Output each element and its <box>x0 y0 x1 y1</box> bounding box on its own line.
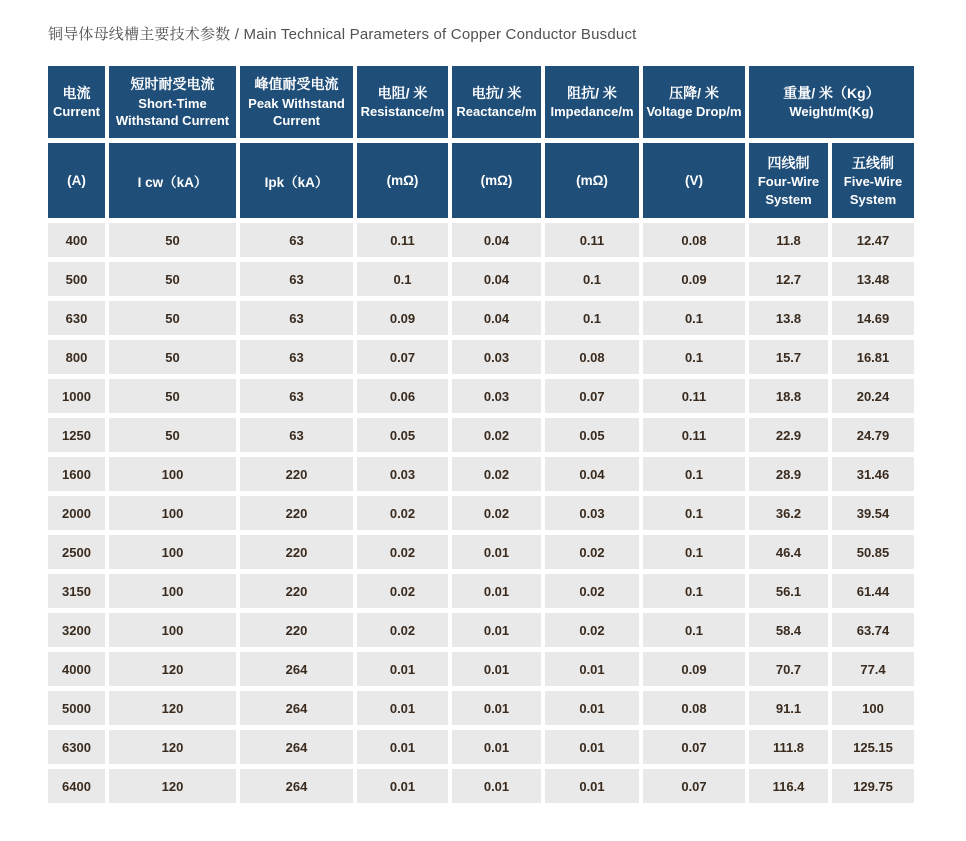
busduct-parameters-table <box>44 61 918 808</box>
table-row <box>48 340 914 374</box>
table-cell: 0.11 <box>643 379 745 413</box>
table-cell: 0.05 <box>357 418 448 452</box>
table-cell: 220 <box>240 457 353 491</box>
table-cell: 63.74 <box>832 613 914 647</box>
table-cell: 0.1 <box>643 574 745 608</box>
table-row <box>48 379 914 413</box>
table-cell: 0.01 <box>545 652 639 686</box>
col-header-resistance-en: Resistance/m <box>360 104 445 120</box>
table-row <box>48 691 914 725</box>
table-cell: 100 <box>109 613 236 647</box>
table-cell: 0.01 <box>545 730 639 764</box>
table-cell: 0.05 <box>545 418 639 452</box>
table-cell: 0.09 <box>357 301 448 335</box>
table-cell: 100 <box>109 457 236 491</box>
table-cell: 0.08 <box>643 691 745 725</box>
table-cell: 0.01 <box>452 574 541 608</box>
unit-header-icw <box>109 143 236 218</box>
table-cell: 11.8 <box>749 223 828 257</box>
table-cell: 0.1 <box>545 301 639 335</box>
table-cell: 63 <box>240 340 353 374</box>
table-cell: 0.04 <box>452 262 541 296</box>
table-cell: 0.1 <box>357 262 448 296</box>
table-cell: 129.75 <box>832 769 914 803</box>
table-cell: 15.7 <box>749 340 828 374</box>
table-cell: 0.01 <box>452 730 541 764</box>
table-cell: 28.9 <box>749 457 828 491</box>
col-header-reactance <box>452 66 541 138</box>
table-cell: 0.04 <box>452 301 541 335</box>
table-row <box>48 262 914 296</box>
col-header-short-time-withstand-zh: 短时耐受电流 <box>130 76 215 93</box>
table-row <box>48 652 914 686</box>
table-cell: 70.7 <box>749 652 828 686</box>
table-cell: 50 <box>109 223 236 257</box>
table-cell: 800 <box>48 340 105 374</box>
table-cell: 46.4 <box>749 535 828 569</box>
table-cell: 13.8 <box>749 301 828 335</box>
table-cell: 0.1 <box>545 262 639 296</box>
table-row <box>48 574 914 608</box>
table-cell: 61.44 <box>832 574 914 608</box>
table-cell: 56.1 <box>749 574 828 608</box>
table-cell: 0.09 <box>643 262 745 296</box>
table-cell: 0.1 <box>643 340 745 374</box>
unit-header-reactance-mohm <box>452 143 541 218</box>
table-cell: 1600 <box>48 457 105 491</box>
table-cell: 0.02 <box>545 574 639 608</box>
table-cell: 0.03 <box>452 379 541 413</box>
table-cell: 36.2 <box>749 496 828 530</box>
table-row <box>48 301 914 335</box>
table-row <box>48 496 914 530</box>
table-cell: 220 <box>240 613 353 647</box>
table-cell: 0.1 <box>643 613 745 647</box>
table-row <box>48 613 914 647</box>
table-cell: 22.9 <box>749 418 828 452</box>
table-cell: 20.24 <box>832 379 914 413</box>
header-row-2 <box>48 143 914 218</box>
table-cell: 12.7 <box>749 262 828 296</box>
subcol-header-four-wire-en: Four-Wire System <box>757 174 820 207</box>
table-cell: 63 <box>240 301 353 335</box>
table-cell: 0.02 <box>357 535 448 569</box>
table-cell: 39.54 <box>832 496 914 530</box>
table-cell: 0.09 <box>643 652 745 686</box>
table-cell: 0.11 <box>357 223 448 257</box>
table-cell: 0.02 <box>452 418 541 452</box>
table-cell: 18.8 <box>749 379 828 413</box>
subcol-header-five-wire <box>832 143 914 218</box>
table-row <box>48 418 914 452</box>
col-header-resistance <box>357 66 448 138</box>
table-cell: 0.07 <box>545 379 639 413</box>
table-cell: 6300 <box>48 730 105 764</box>
table-cell: 0.01 <box>452 613 541 647</box>
unit-header-amps <box>48 143 105 218</box>
table-cell: 0.01 <box>357 730 448 764</box>
unit-header-ipk-label: Ipk（kA） <box>264 174 329 190</box>
table-cell: 50 <box>109 301 236 335</box>
table-cell: 0.03 <box>452 340 541 374</box>
subcol-header-five-wire-en: Five-Wire System <box>843 174 903 207</box>
table-cell: 100 <box>109 496 236 530</box>
col-header-peak-withstand-en: Peak Withstand Current <box>248 95 345 129</box>
table-cell: 0.02 <box>452 457 541 491</box>
col-header-peak-withstand-zh: 峰值耐受电流 <box>254 76 339 93</box>
table-cell: 0.01 <box>357 652 448 686</box>
table-cell: 0.01 <box>357 769 448 803</box>
col-header-impedance-zh: 阻抗/ 米 <box>567 85 617 102</box>
table-cell: 0.01 <box>545 691 639 725</box>
table-cell: 3150 <box>48 574 105 608</box>
unit-header-resistance-mohm <box>357 143 448 218</box>
table-cell: 120 <box>109 730 236 764</box>
col-header-reactance-zh: 电抗/ 米 <box>471 85 522 102</box>
col-header-resistance-zh: 电阻/ 米 <box>377 85 428 102</box>
table-cell: 220 <box>240 535 353 569</box>
unit-header-impedance-mohm <box>545 143 639 218</box>
col-header-current-en: Current <box>53 104 100 120</box>
table-cell: 1250 <box>48 418 105 452</box>
col-header-voltage-drop-zh: 压降/ 米 <box>669 85 719 102</box>
table-cell: 0.02 <box>357 613 448 647</box>
table-cell: 50 <box>109 262 236 296</box>
table-row <box>48 457 914 491</box>
table-cell: 0.02 <box>452 496 541 530</box>
unit-header-volts <box>643 143 745 218</box>
col-header-short-time-withstand <box>109 66 236 138</box>
table-cell: 63 <box>240 262 353 296</box>
table-cell: 0.08 <box>545 340 639 374</box>
table-cell: 0.01 <box>452 769 541 803</box>
subcol-header-four-wire-zh: 四线制 <box>767 154 810 171</box>
table-cell: 6400 <box>48 769 105 803</box>
table-cell: 0.1 <box>643 496 745 530</box>
col-header-voltage-drop <box>643 66 745 138</box>
unit-header-amps-label: (A) <box>67 173 86 188</box>
unit-header-volts-label: (V) <box>685 173 703 188</box>
table-cell: 500 <box>48 262 105 296</box>
table-cell: 58.4 <box>749 613 828 647</box>
page-title: 铜导体母线槽主要技术参数 / Main Technical Parameters of Copper Conductor Busduct <box>48 26 637 43</box>
table-cell: 0.1 <box>643 535 745 569</box>
table-cell: 91.1 <box>749 691 828 725</box>
col-header-impedance-en: Impedance/m <box>550 104 634 120</box>
table-cell: 63 <box>240 223 353 257</box>
table-cell: 120 <box>109 652 236 686</box>
table-header <box>48 66 914 218</box>
table-cell: 13.48 <box>832 262 914 296</box>
table-cell: 77.4 <box>832 652 914 686</box>
table-cell: 0.1 <box>643 457 745 491</box>
table-cell: 0.1 <box>643 301 745 335</box>
unit-header-ipk <box>240 143 353 218</box>
table-cell: 14.69 <box>832 301 914 335</box>
table-cell: 630 <box>48 301 105 335</box>
table-cell: 0.07 <box>643 769 745 803</box>
table-cell: 264 <box>240 691 353 725</box>
table-cell: 100 <box>109 574 236 608</box>
unit-header-icw-label: I cw（kA） <box>137 174 208 190</box>
header-row-1 <box>48 66 914 138</box>
table-row <box>48 730 914 764</box>
table-cell: 31.46 <box>832 457 914 491</box>
table-body <box>48 223 914 803</box>
table-cell: 264 <box>240 769 353 803</box>
table-cell: 24.79 <box>832 418 914 452</box>
table-cell: 0.03 <box>545 496 639 530</box>
unit-header-reactance-mohm-label: (mΩ) <box>480 173 513 188</box>
table-cell: 0.01 <box>545 769 639 803</box>
table-cell: 63 <box>240 418 353 452</box>
table-cell: 116.4 <box>749 769 828 803</box>
col-header-weight-en: Weight/m(Kg) <box>789 104 874 120</box>
col-header-peak-withstand <box>240 66 353 138</box>
table-cell: 2000 <box>48 496 105 530</box>
col-header-current <box>48 66 105 138</box>
table-cell: 0.11 <box>643 418 745 452</box>
col-header-current-zh: 电流 <box>62 85 91 102</box>
table-cell: 111.8 <box>749 730 828 764</box>
table-cell: 264 <box>240 652 353 686</box>
table-cell: 264 <box>240 730 353 764</box>
table-cell: 50.85 <box>832 535 914 569</box>
table-cell: 0.04 <box>452 223 541 257</box>
col-header-weight-zh: 重量/ 米（Kg） <box>783 85 880 102</box>
table-cell: 400 <box>48 223 105 257</box>
table-cell: 0.06 <box>357 379 448 413</box>
table-cell: 0.02 <box>357 574 448 608</box>
col-header-reactance-en: Reactance/m <box>456 104 537 120</box>
table-cell: 0.01 <box>452 652 541 686</box>
table-cell: 50 <box>109 418 236 452</box>
subcol-header-four-wire <box>749 143 828 218</box>
table-cell: 0.07 <box>357 340 448 374</box>
col-header-short-time-withstand-en: Short-Time Withstand Current <box>115 95 230 129</box>
unit-header-impedance-mohm-label: (mΩ) <box>576 173 608 188</box>
table-cell: 0.01 <box>452 691 541 725</box>
table-cell: 125.15 <box>832 730 914 764</box>
table-row <box>48 535 914 569</box>
table-cell: 120 <box>109 769 236 803</box>
table-cell: 63 <box>240 379 353 413</box>
subcol-header-five-wire-zh: 五线制 <box>852 154 894 171</box>
table-cell: 100 <box>109 535 236 569</box>
table-cell: 1000 <box>48 379 105 413</box>
table-cell: 0.04 <box>545 457 639 491</box>
col-header-impedance <box>545 66 639 138</box>
table-cell: 50 <box>109 379 236 413</box>
table-row <box>48 769 914 803</box>
table-cell: 16.81 <box>832 340 914 374</box>
table-cell: 50 <box>109 340 236 374</box>
unit-header-resistance-mohm-label: (mΩ) <box>386 173 419 188</box>
table-cell: 0.02 <box>357 496 448 530</box>
table-cell: 0.02 <box>545 613 639 647</box>
table-cell: 0.03 <box>357 457 448 491</box>
table-cell: 5000 <box>48 691 105 725</box>
table-cell: 4000 <box>48 652 105 686</box>
table-cell: 0.01 <box>357 691 448 725</box>
table-cell: 120 <box>109 691 236 725</box>
table-cell: 12.47 <box>832 223 914 257</box>
table-cell: 220 <box>240 574 353 608</box>
table-cell: 0.01 <box>452 535 541 569</box>
table-cell: 0.07 <box>643 730 745 764</box>
table-cell: 0.02 <box>545 535 639 569</box>
table-cell: 100 <box>832 691 914 725</box>
table-row <box>48 223 914 257</box>
table-cell: 3200 <box>48 613 105 647</box>
table-cell: 0.11 <box>545 223 639 257</box>
table-cell: 220 <box>240 496 353 530</box>
table-cell: 2500 <box>48 535 105 569</box>
col-header-weight <box>749 66 914 138</box>
table-cell: 0.08 <box>643 223 745 257</box>
col-header-voltage-drop-en: Voltage Drop/m <box>646 104 742 120</box>
